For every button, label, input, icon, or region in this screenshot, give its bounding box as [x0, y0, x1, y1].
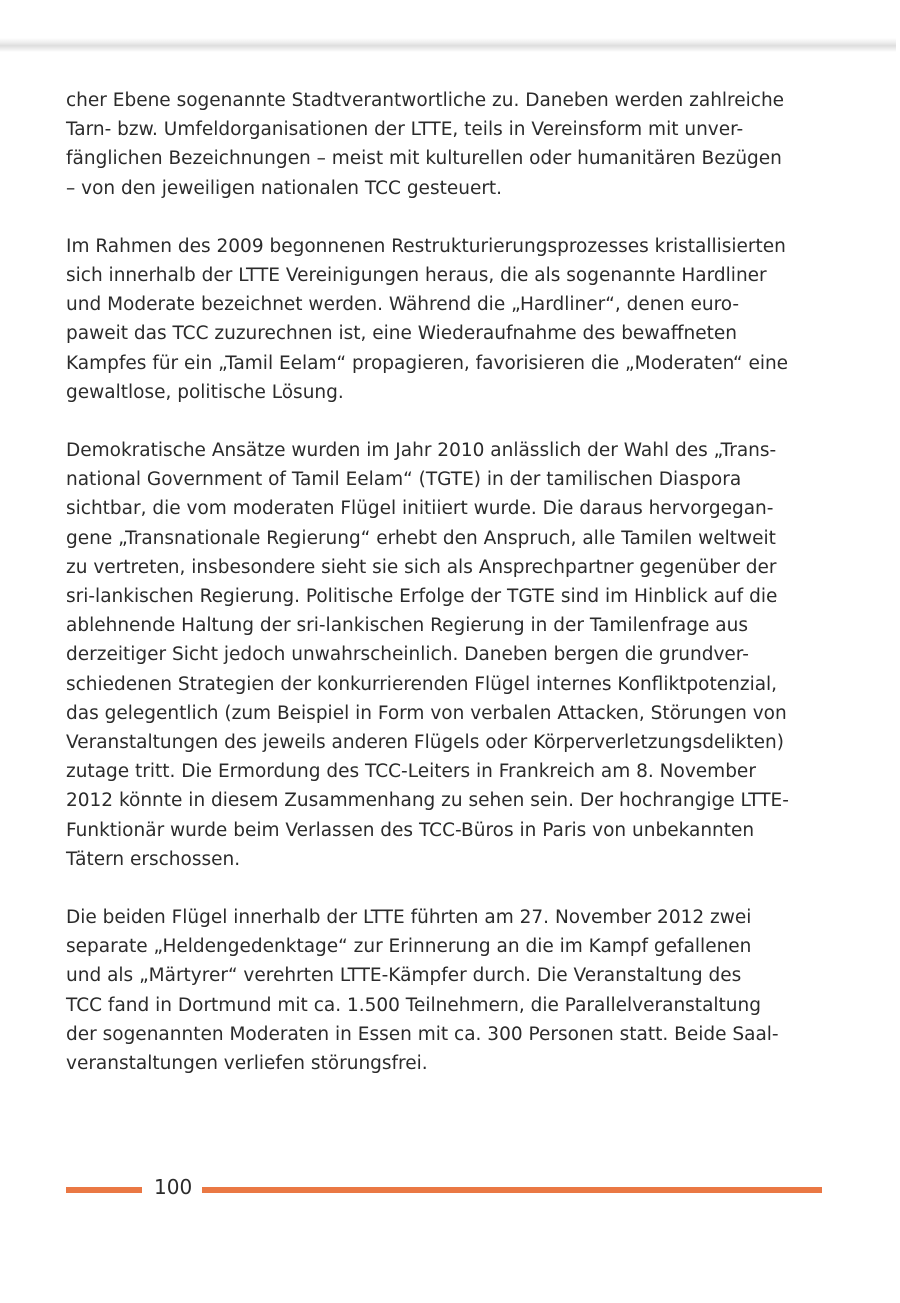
- paragraph-1: cher Ebene sogenannte Stadtverantwortliche zu. Daneben werden zahlreiche Tarn- bzw. Umfeldorganisationen der LTTE, teils in Vereinsform mit unver- fänglichen Bezeichnungen – meist mit kulturellen oder humanitären Bezügen – von den jeweiligen nationalen TCC gesteuert.: [66, 90, 785, 199]
- page-number: 100: [154, 1175, 193, 1199]
- paragraph-4: Die beiden Flügel innerhalb der LTTE führten am 27. November 2012 zwei separate „Heldengedenktage“ zur Erinnerung an die im Kampf gefallenen und als „Märtyrer“ verehrten LTTE-Kämpfer durch. Die Veranstaltung des TCC fand in Dortmund mit ca. 1.500 Teilnehmern, die Parallelveranstaltung der sogenannten Moderaten in Essen mit ca. 300 Personen statt. Beide Saal- veranstaltungen verliefen störungsfrei.: [66, 907, 779, 1075]
- paragraph-2: Im Rahmen des 2009 begonnenen Restrukturierungsprozesses kristallisierten sich innerhalb der LTTE Vereinigungen heraus, die als sogenannte Hardliner und Moderate bezeichnet werden. Während die „Hardliner“, denen euro- paweit das TCC zuzurechnen ist, eine Wiederaufnahme des bewaffneten Kampfes für ein „Tamil Eelam“ propagieren, favorisieren die „Moderaten“ eine gewaltlose, politische Lösung.: [66, 235, 789, 403]
- document-body: [66, 86, 822, 1107]
- footer-accent-bar-left: [66, 1187, 142, 1193]
- top-divider: [0, 38, 896, 52]
- paragraph-3: Demokratische Ansätze wurden im Jahr 2010 anlässlich der Wahl des „Trans- national Government of Tamil Eelam“ (TGTE) in der tamilischen Diaspora sichtbar, die vom moderaten Flügel initiiert wurde. Die daraus hervorgegan- gene „Transnationale Regierung“ erhebt den Anspruch, alle Tamilen weltweit zu vertreten, insbesondere sieht sie sich als Ansprechpartner gegenüber der sri-lankischen Regierung. Politische Erfolge der TGTE sind im Hinblick auf die ablehnende Haltung der sri-lankischen Regierung in der Tamilenfrage aus derzeitiger Sicht jedoch unwahrscheinlich. Daneben bergen die grundver- schiedenen Strategien der konkurrierenden Flügel internes Konfliktpotenzial, das gelegentlich (zum Beispiel in Form von verbalen Attacken, Störungen von Veranstaltungen des jeweils anderen Flügels oder Körperverletzungsdelikten) zutage tritt. Die Ermordung des TCC-Leiters in Frankreich am 8. November 2012 könnte in diesem Zusammenhang zu sehen sein. Der hochrangige LTTE- Funktionär wurde beim Verlassen des TCC-Büros in Paris von unbekannten Tätern erschossen.: [66, 440, 789, 870]
- footer-accent-bar-right: [202, 1187, 822, 1193]
- page-footer: [66, 1172, 822, 1202]
